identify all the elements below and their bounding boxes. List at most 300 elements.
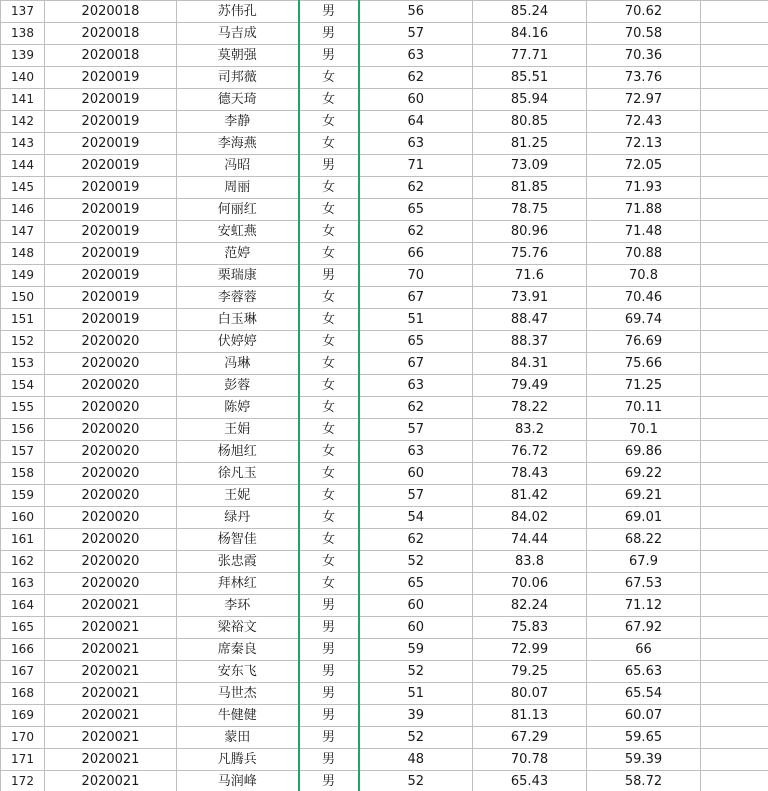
row-number-cell[interactable]: 146 [1,199,45,221]
interview-score-cell[interactable]: 80.85 [473,111,587,133]
student-name-cell[interactable]: 司邦薇 [177,67,299,89]
interview-score-cell[interactable]: 84.16 [473,23,587,45]
row-number-cell[interactable]: 163 [1,573,45,595]
row-number-cell[interactable]: 145 [1,177,45,199]
written-score-cell[interactable]: 52 [359,771,473,791]
interview-score-cell[interactable]: 76.72 [473,441,587,463]
interview-score-cell[interactable]: 78.75 [473,199,587,221]
class-id-cell[interactable]: 2020019 [45,111,177,133]
empty-cell[interactable] [701,265,768,287]
table-row[interactable] [1,551,768,573]
written-score-cell[interactable]: 63 [359,45,473,67]
table-row[interactable] [1,45,768,67]
table-row[interactable] [1,727,768,749]
gender-cell[interactable]: 男 [299,1,359,23]
student-name-cell[interactable]: 绿丹 [177,507,299,529]
student-name-cell[interactable]: 蒙田 [177,727,299,749]
row-number-cell[interactable]: 148 [1,243,45,265]
class-id-cell[interactable]: 2020019 [45,243,177,265]
class-id-cell[interactable]: 2020020 [45,463,177,485]
written-score-cell[interactable]: 65 [359,199,473,221]
gender-cell[interactable]: 男 [299,23,359,45]
total-score-cell[interactable]: 60.07 [587,705,701,727]
student-name-cell[interactable]: 苏伟孔 [177,1,299,23]
total-score-cell[interactable]: 65.63 [587,661,701,683]
interview-score-cell[interactable]: 75.83 [473,617,587,639]
gender-cell[interactable]: 女 [299,133,359,155]
table-row[interactable] [1,463,768,485]
written-score-cell[interactable]: 60 [359,617,473,639]
total-score-cell[interactable]: 72.05 [587,155,701,177]
total-score-cell[interactable]: 76.69 [587,331,701,353]
empty-cell[interactable] [701,705,768,727]
gender-cell[interactable]: 女 [299,419,359,441]
student-name-cell[interactable]: 李静 [177,111,299,133]
student-name-cell[interactable]: 彭蓉 [177,375,299,397]
gender-cell[interactable]: 女 [299,199,359,221]
total-score-cell[interactable]: 58.72 [587,771,701,791]
empty-cell[interactable] [701,507,768,529]
gender-cell[interactable]: 女 [299,353,359,375]
total-score-cell[interactable]: 70.58 [587,23,701,45]
interview-score-cell[interactable]: 77.71 [473,45,587,67]
row-number-cell[interactable]: 168 [1,683,45,705]
student-name-cell[interactable]: 王娟 [177,419,299,441]
empty-cell[interactable] [701,111,768,133]
written-score-cell[interactable]: 64 [359,111,473,133]
row-number-cell[interactable]: 149 [1,265,45,287]
table-row[interactable] [1,133,768,155]
empty-cell[interactable] [701,397,768,419]
total-score-cell[interactable]: 70.88 [587,243,701,265]
written-score-cell[interactable]: 67 [359,353,473,375]
interview-score-cell[interactable]: 78.22 [473,397,587,419]
empty-cell[interactable] [701,221,768,243]
class-id-cell[interactable]: 2020020 [45,331,177,353]
row-number-cell[interactable]: 172 [1,771,45,791]
student-name-cell[interactable]: 陈婷 [177,397,299,419]
table-row[interactable] [1,67,768,89]
total-score-cell[interactable]: 69.01 [587,507,701,529]
written-score-cell[interactable]: 51 [359,309,473,331]
table-row[interactable] [1,243,768,265]
class-id-cell[interactable]: 2020020 [45,441,177,463]
row-number-cell[interactable]: 157 [1,441,45,463]
interview-score-cell[interactable]: 73.09 [473,155,587,177]
written-score-cell[interactable]: 65 [359,331,473,353]
class-id-cell[interactable]: 2020021 [45,727,177,749]
row-number-cell[interactable]: 171 [1,749,45,771]
empty-cell[interactable] [701,595,768,617]
interview-score-cell[interactable]: 80.96 [473,221,587,243]
row-number-cell[interactable]: 159 [1,485,45,507]
written-score-cell[interactable]: 57 [359,419,473,441]
class-id-cell[interactable]: 2020021 [45,683,177,705]
gender-cell[interactable]: 女 [299,243,359,265]
row-number-cell[interactable]: 153 [1,353,45,375]
interview-score-cell[interactable]: 81.25 [473,133,587,155]
class-id-cell[interactable]: 2020018 [45,1,177,23]
student-name-cell[interactable]: 冯昭 [177,155,299,177]
written-score-cell[interactable]: 66 [359,243,473,265]
written-score-cell[interactable]: 54 [359,507,473,529]
table-row[interactable] [1,749,768,771]
student-name-cell[interactable]: 伏婷婷 [177,331,299,353]
written-score-cell[interactable]: 62 [359,177,473,199]
interview-score-cell[interactable]: 81.85 [473,177,587,199]
student-name-cell[interactable]: 冯琳 [177,353,299,375]
empty-cell[interactable] [701,287,768,309]
table-row[interactable] [1,419,768,441]
empty-cell[interactable] [701,551,768,573]
table-row[interactable] [1,683,768,705]
total-score-cell[interactable]: 69.86 [587,441,701,463]
row-number-cell[interactable]: 166 [1,639,45,661]
row-number-cell[interactable]: 144 [1,155,45,177]
written-score-cell[interactable]: 57 [359,23,473,45]
interview-score-cell[interactable]: 80.07 [473,683,587,705]
class-id-cell[interactable]: 2020019 [45,177,177,199]
student-name-cell[interactable]: 杨智佳 [177,529,299,551]
row-number-cell[interactable]: 165 [1,617,45,639]
class-id-cell[interactable]: 2020018 [45,45,177,67]
class-id-cell[interactable]: 2020020 [45,507,177,529]
total-score-cell[interactable]: 70.62 [587,1,701,23]
table-row[interactable] [1,199,768,221]
class-id-cell[interactable]: 2020020 [45,529,177,551]
table-row[interactable] [1,265,768,287]
student-name-cell[interactable]: 杨旭红 [177,441,299,463]
total-score-cell[interactable]: 71.48 [587,221,701,243]
class-id-cell[interactable]: 2020020 [45,419,177,441]
gender-cell[interactable]: 女 [299,89,359,111]
class-id-cell[interactable]: 2020019 [45,89,177,111]
gender-cell[interactable]: 男 [299,771,359,791]
student-name-cell[interactable]: 马润峰 [177,771,299,791]
student-name-cell[interactable]: 何丽红 [177,199,299,221]
student-name-cell[interactable]: 拜林红 [177,573,299,595]
table-row[interactable] [1,375,768,397]
row-number-cell[interactable]: 142 [1,111,45,133]
empty-cell[interactable] [701,177,768,199]
gender-cell[interactable]: 女 [299,485,359,507]
written-score-cell[interactable]: 48 [359,749,473,771]
table-row[interactable] [1,705,768,727]
table-row[interactable] [1,771,768,791]
gender-cell[interactable]: 男 [299,683,359,705]
row-number-cell[interactable]: 169 [1,705,45,727]
gender-cell[interactable]: 女 [299,67,359,89]
class-id-cell[interactable]: 2020020 [45,551,177,573]
total-score-cell[interactable]: 72.13 [587,133,701,155]
student-name-cell[interactable]: 周丽 [177,177,299,199]
table-row[interactable] [1,441,768,463]
class-id-cell[interactable]: 2020019 [45,155,177,177]
table-row[interactable] [1,331,768,353]
total-score-cell[interactable]: 69.22 [587,463,701,485]
row-number-cell[interactable]: 164 [1,595,45,617]
table-row[interactable] [1,23,768,45]
interview-score-cell[interactable]: 81.13 [473,705,587,727]
student-name-cell[interactable]: 白玉琳 [177,309,299,331]
interview-score-cell[interactable]: 85.51 [473,67,587,89]
empty-cell[interactable] [701,727,768,749]
total-score-cell[interactable]: 68.22 [587,529,701,551]
interview-score-cell[interactable]: 79.49 [473,375,587,397]
table-row[interactable] [1,661,768,683]
written-score-cell[interactable]: 67 [359,287,473,309]
interview-score-cell[interactable]: 82.24 [473,595,587,617]
empty-cell[interactable] [701,23,768,45]
table-row[interactable] [1,397,768,419]
gender-cell[interactable]: 男 [299,45,359,67]
gender-cell[interactable]: 男 [299,639,359,661]
class-id-cell[interactable]: 2020019 [45,309,177,331]
row-number-cell[interactable]: 155 [1,397,45,419]
table-row[interactable] [1,639,768,661]
class-id-cell[interactable]: 2020019 [45,67,177,89]
interview-score-cell[interactable]: 65.43 [473,771,587,791]
empty-cell[interactable] [701,1,768,23]
interview-score-cell[interactable]: 83.8 [473,551,587,573]
total-score-cell[interactable]: 67.9 [587,551,701,573]
total-score-cell[interactable]: 59.39 [587,749,701,771]
interview-score-cell[interactable]: 84.31 [473,353,587,375]
table-row[interactable] [1,617,768,639]
empty-cell[interactable] [701,243,768,265]
written-score-cell[interactable]: 60 [359,595,473,617]
class-id-cell[interactable]: 2020019 [45,265,177,287]
interview-score-cell[interactable]: 70.78 [473,749,587,771]
table-row[interactable] [1,353,768,375]
empty-cell[interactable] [701,419,768,441]
class-id-cell[interactable]: 2020021 [45,639,177,661]
total-score-cell[interactable]: 69.74 [587,309,701,331]
row-number-cell[interactable]: 161 [1,529,45,551]
empty-cell[interactable] [701,45,768,67]
written-score-cell[interactable]: 56 [359,1,473,23]
written-score-cell[interactable]: 70 [359,265,473,287]
gender-cell[interactable]: 男 [299,727,359,749]
empty-cell[interactable] [701,617,768,639]
written-score-cell[interactable]: 63 [359,441,473,463]
student-name-cell[interactable]: 李蓉蓉 [177,287,299,309]
gender-cell[interactable]: 女 [299,375,359,397]
empty-cell[interactable] [701,309,768,331]
gender-cell[interactable]: 男 [299,595,359,617]
class-id-cell[interactable]: 2020020 [45,573,177,595]
empty-cell[interactable] [701,155,768,177]
student-name-cell[interactable]: 梁裕文 [177,617,299,639]
student-name-cell[interactable]: 徐凡玉 [177,463,299,485]
table-row[interactable] [1,111,768,133]
class-id-cell[interactable]: 2020021 [45,749,177,771]
row-number-cell[interactable]: 138 [1,23,45,45]
gender-cell[interactable]: 男 [299,749,359,771]
written-score-cell[interactable]: 65 [359,573,473,595]
student-name-cell[interactable]: 马世杰 [177,683,299,705]
gender-cell[interactable]: 男 [299,265,359,287]
student-name-cell[interactable]: 德天琦 [177,89,299,111]
empty-cell[interactable] [701,353,768,375]
total-score-cell[interactable]: 71.93 [587,177,701,199]
gender-cell[interactable]: 男 [299,661,359,683]
gender-cell[interactable]: 女 [299,177,359,199]
table-row[interactable] [1,89,768,111]
interview-score-cell[interactable]: 73.91 [473,287,587,309]
class-id-cell[interactable]: 2020019 [45,133,177,155]
interview-score-cell[interactable]: 75.76 [473,243,587,265]
gender-cell[interactable]: 女 [299,111,359,133]
row-number-cell[interactable]: 160 [1,507,45,529]
row-number-cell[interactable]: 162 [1,551,45,573]
student-name-cell[interactable]: 栗瑞康 [177,265,299,287]
written-score-cell[interactable]: 59 [359,639,473,661]
row-number-cell[interactable]: 170 [1,727,45,749]
gender-cell[interactable]: 女 [299,441,359,463]
class-id-cell[interactable]: 2020021 [45,661,177,683]
gender-cell[interactable]: 女 [299,221,359,243]
empty-cell[interactable] [701,573,768,595]
empty-cell[interactable] [701,485,768,507]
table-row[interactable] [1,529,768,551]
student-name-cell[interactable]: 凡腾兵 [177,749,299,771]
empty-cell[interactable] [701,661,768,683]
interview-score-cell[interactable]: 67.29 [473,727,587,749]
written-score-cell[interactable]: 52 [359,661,473,683]
row-number-cell[interactable]: 147 [1,221,45,243]
interview-score-cell[interactable]: 74.44 [473,529,587,551]
written-score-cell[interactable]: 62 [359,221,473,243]
row-number-cell[interactable]: 167 [1,661,45,683]
student-name-cell[interactable]: 李环 [177,595,299,617]
empty-cell[interactable] [701,89,768,111]
gender-cell[interactable]: 女 [299,573,359,595]
total-score-cell[interactable]: 67.92 [587,617,701,639]
row-number-cell[interactable]: 154 [1,375,45,397]
empty-cell[interactable] [701,441,768,463]
written-score-cell[interactable]: 60 [359,463,473,485]
interview-score-cell[interactable]: 71.6 [473,265,587,287]
written-score-cell[interactable]: 63 [359,133,473,155]
total-score-cell[interactable]: 70.36 [587,45,701,67]
written-score-cell[interactable]: 62 [359,397,473,419]
table-row[interactable] [1,177,768,199]
gender-cell[interactable]: 男 [299,155,359,177]
student-name-cell[interactable]: 席秦良 [177,639,299,661]
student-name-cell[interactable]: 安东飞 [177,661,299,683]
row-number-cell[interactable]: 141 [1,89,45,111]
empty-cell[interactable] [701,639,768,661]
empty-cell[interactable] [701,331,768,353]
empty-cell[interactable] [701,463,768,485]
class-id-cell[interactable]: 2020019 [45,287,177,309]
class-id-cell[interactable]: 2020020 [45,375,177,397]
class-id-cell[interactable]: 2020019 [45,221,177,243]
class-id-cell[interactable]: 2020018 [45,23,177,45]
written-score-cell[interactable]: 39 [359,705,473,727]
gender-cell[interactable]: 女 [299,287,359,309]
row-number-cell[interactable]: 143 [1,133,45,155]
class-id-cell[interactable]: 2020020 [45,397,177,419]
total-score-cell[interactable]: 72.97 [587,89,701,111]
empty-cell[interactable] [701,749,768,771]
student-name-cell[interactable]: 安虹燕 [177,221,299,243]
written-score-cell[interactable]: 60 [359,89,473,111]
gender-cell[interactable]: 女 [299,551,359,573]
written-score-cell[interactable]: 52 [359,551,473,573]
total-score-cell[interactable]: 69.21 [587,485,701,507]
gender-cell[interactable]: 女 [299,463,359,485]
student-name-cell[interactable]: 李海燕 [177,133,299,155]
interview-score-cell[interactable]: 72.99 [473,639,587,661]
interview-score-cell[interactable]: 83.2 [473,419,587,441]
written-score-cell[interactable]: 52 [359,727,473,749]
total-score-cell[interactable]: 65.54 [587,683,701,705]
class-id-cell[interactable]: 2020020 [45,485,177,507]
total-score-cell[interactable]: 71.12 [587,595,701,617]
written-score-cell[interactable]: 57 [359,485,473,507]
total-score-cell[interactable]: 70.11 [587,397,701,419]
empty-cell[interactable] [701,133,768,155]
total-score-cell[interactable]: 70.46 [587,287,701,309]
interview-score-cell[interactable]: 88.37 [473,331,587,353]
total-score-cell[interactable]: 75.66 [587,353,701,375]
row-number-cell[interactable]: 150 [1,287,45,309]
interview-score-cell[interactable]: 81.42 [473,485,587,507]
empty-cell[interactable] [701,771,768,791]
row-number-cell[interactable]: 158 [1,463,45,485]
row-number-cell[interactable]: 139 [1,45,45,67]
total-score-cell[interactable]: 70.8 [587,265,701,287]
class-id-cell[interactable]: 2020021 [45,617,177,639]
class-id-cell[interactable]: 2020019 [45,199,177,221]
gender-cell[interactable]: 女 [299,309,359,331]
gender-cell[interactable]: 女 [299,529,359,551]
interview-score-cell[interactable]: 88.47 [473,309,587,331]
table-row[interactable] [1,287,768,309]
total-score-cell[interactable]: 71.25 [587,375,701,397]
empty-cell[interactable] [701,375,768,397]
table-row[interactable] [1,485,768,507]
table-row[interactable] [1,1,768,23]
total-score-cell[interactable]: 66 [587,639,701,661]
total-score-cell[interactable]: 59.65 [587,727,701,749]
class-id-cell[interactable]: 2020021 [45,771,177,791]
student-name-cell[interactable]: 牛健健 [177,705,299,727]
student-name-cell[interactable]: 马吉成 [177,23,299,45]
gender-cell[interactable]: 女 [299,507,359,529]
table-row[interactable] [1,573,768,595]
row-number-cell[interactable]: 140 [1,67,45,89]
interview-score-cell[interactable]: 84.02 [473,507,587,529]
total-score-cell[interactable]: 70.1 [587,419,701,441]
table-row[interactable] [1,309,768,331]
table-row[interactable] [1,221,768,243]
class-id-cell[interactable]: 2020021 [45,705,177,727]
total-score-cell[interactable]: 67.53 [587,573,701,595]
empty-cell[interactable] [701,529,768,551]
table-row[interactable] [1,507,768,529]
written-score-cell[interactable]: 62 [359,529,473,551]
row-number-cell[interactable]: 156 [1,419,45,441]
empty-cell[interactable] [701,67,768,89]
row-number-cell[interactable]: 152 [1,331,45,353]
student-name-cell[interactable]: 张忠霞 [177,551,299,573]
student-name-cell[interactable]: 莫朝强 [177,45,299,67]
class-id-cell[interactable]: 2020021 [45,595,177,617]
gender-cell[interactable]: 女 [299,331,359,353]
